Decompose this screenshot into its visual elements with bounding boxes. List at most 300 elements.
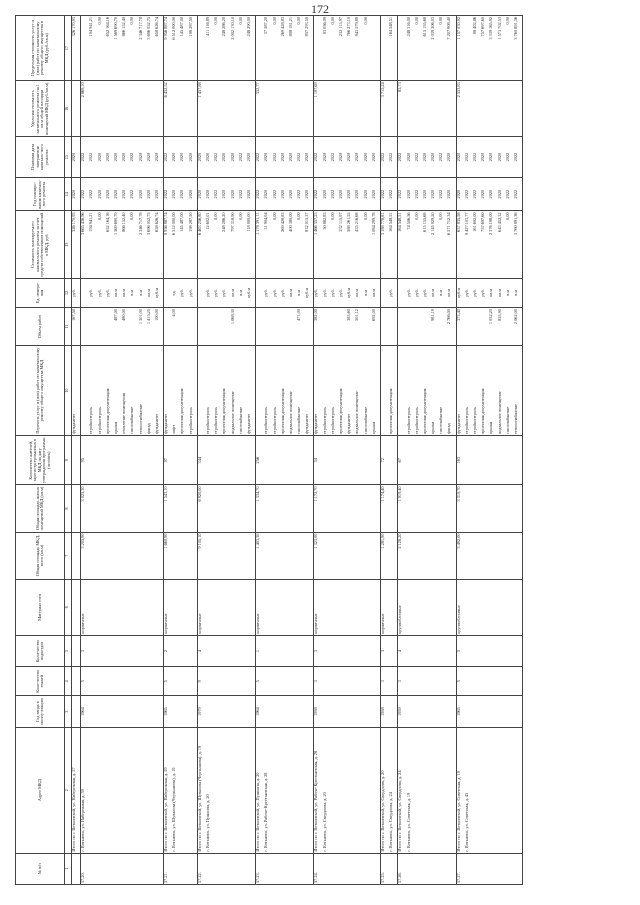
cell-line: теплоснабжение [137, 404, 143, 435]
cell-line: 0,00 [271, 212, 277, 221]
cell-line: 326 170,93 [71, 212, 76, 232]
column-header: Объем работ [16, 308, 65, 346]
cell-line: крыша [370, 421, 376, 435]
rotated-page-frame [15, 15, 625, 885]
cell-line: 2020 [263, 189, 269, 199]
cell-area: 3 205,90 [81, 532, 164, 579]
cell-addr [314, 727, 381, 853]
cell-line: 0,00 [362, 212, 368, 221]
cell-line: 2022 [397, 189, 403, 199]
cell-line: руб. [205, 289, 210, 297]
cell-area: 1 323,00 [314, 532, 381, 579]
cell-line: проектная документация [388, 388, 394, 435]
cell-line: 74 506,56 [405, 212, 411, 230]
cell-line: кв.м [496, 288, 502, 297]
cell-line: 3 188 778,81 [379, 212, 385, 236]
cell-line: фундамент [163, 413, 169, 435]
cell-year: 1965 [164, 696, 198, 727]
cell-line: Итого по г. Воткинской, ул. Рабоче-Крестьянская, д. 28 [313, 750, 319, 852]
column-number: 10 [65, 346, 72, 436]
cell-line: 2020 [455, 189, 461, 199]
cell-line: крыша [430, 421, 436, 435]
cell-line: руб. [480, 289, 486, 297]
cell-line: кв.м [488, 288, 494, 297]
cell-works [164, 346, 198, 436]
cell-line: 2022 [438, 189, 444, 199]
cell-line: руб. [472, 289, 477, 297]
cell-line: 1 084 299,78 [370, 212, 376, 236]
cell-liv: 3 025,30 [81, 485, 164, 532]
cell-line: фундамент [455, 413, 461, 435]
cell-line: газоснабжение [237, 406, 243, 435]
cell-yend [314, 137, 381, 177]
cell-line: проектная документация [338, 388, 343, 435]
cell-line: 657 835,58 [455, 212, 461, 232]
cell-wall: крупноблочные [456, 579, 523, 635]
cell-line: 2022 [504, 152, 510, 162]
cell-line: 2022 [255, 189, 261, 199]
cell-line: 2020 [96, 189, 102, 199]
cell-limit [456, 16, 523, 81]
cell-line: 1 157 030,92 [455, 17, 461, 40]
cell-liv: 6 920,00 [197, 485, 255, 532]
cell-line: 615 155,68 [421, 17, 427, 37]
cell-line: 2022 [213, 152, 219, 162]
cell-line: п.м [237, 289, 243, 296]
cell-line: Итого по г. Воткинской, ул. Свердлова, д. 20 [379, 770, 385, 852]
cell-line: 857 293,50 [304, 17, 310, 37]
cell-line: 31 904,04 [263, 212, 269, 230]
cell-line: фундамент [153, 413, 159, 435]
cell-line: 2022 [237, 152, 243, 162]
cell-liv: 3 319,70 [456, 485, 523, 532]
column-number: 9 [65, 436, 72, 485]
cell-vol [456, 308, 523, 346]
cell-line: 2020 [405, 189, 411, 199]
cell-line: 2022 [163, 152, 169, 162]
cell-line [415, 309, 423, 344]
cell-line: кв.м [354, 288, 360, 297]
cell-yend [256, 137, 314, 177]
cell-yend [380, 137, 397, 177]
cell-line: фундамент [71, 413, 76, 435]
cell-line: 2022 [296, 152, 302, 162]
cell-line: 382,00 [313, 309, 319, 321]
cell-line: п.м [438, 289, 444, 296]
cell-yplan [314, 177, 381, 211]
column-number: 1 [65, 853, 72, 884]
cell-line: 0,00 [96, 17, 102, 25]
cell-line [473, 309, 481, 344]
cell-line: 0,00 [438, 17, 444, 25]
cell-line: проектная документация [279, 388, 285, 435]
cell-unit [72, 278, 81, 307]
cell-line: 400 380,00 [287, 212, 293, 232]
column-number: 13 [65, 211, 72, 278]
table-row [380, 16, 397, 885]
cell-liv: 1 174,40 [380, 485, 397, 532]
cell-yplan [197, 177, 255, 211]
cell-res: 34 [314, 436, 381, 485]
cell-addr [164, 727, 198, 853]
cell-wall: крупноблочные [398, 579, 456, 635]
cell-num: 57.24. [314, 853, 381, 884]
cell-line: 352,77 [255, 82, 261, 95]
cell-line: 2022 [413, 189, 419, 199]
cell-line [407, 309, 415, 344]
cell-line: 2020 [480, 152, 486, 162]
cell-line: 373,40 [455, 309, 461, 321]
column-number: 6 [65, 579, 72, 635]
cell-line: 2020 [279, 189, 285, 199]
cell-line: 2022 [438, 152, 444, 162]
cell-line: Итого по г. Воткинской, ул. Набережная, д. 59 [163, 767, 169, 852]
cell-line: 0,00 [296, 212, 302, 221]
column-header: Год планиро-вания капиталь-ного ремонта [16, 177, 65, 211]
cell-line: 2020 [121, 152, 127, 162]
cell-vol [380, 308, 397, 346]
cell-line: 2020 [153, 189, 159, 199]
cell-limit [164, 16, 198, 81]
cell-line: лифт [171, 424, 177, 435]
cell-line: 2020 [362, 189, 368, 199]
column-header: № п/п [16, 853, 65, 884]
cell-line: г. Воткинск, ул. Свердлова, д. 20 [321, 792, 327, 852]
cell-line [398, 309, 406, 344]
cell-line: 2020 [179, 189, 185, 199]
cell-yplan [398, 177, 456, 211]
cell-line: 2 346 717,78 [137, 17, 143, 40]
cell-line: 2 376 198,00 [488, 212, 494, 236]
cell-line: 164 548,51 [397, 212, 403, 232]
cell-line: куб.м [346, 287, 352, 298]
cell-yend [197, 137, 255, 177]
cell-line [89, 309, 97, 344]
cell-line [189, 309, 197, 344]
cell-line: Итого по г. Воткинской, ул. Свердлова, д. 24 [397, 770, 403, 852]
cell-yplan [380, 177, 397, 211]
cell-line: 2020 [346, 152, 352, 162]
cell-entr: 1 [256, 635, 314, 666]
cell-line: 3 696 052,75 [145, 17, 151, 40]
cell-floors: 5 [81, 667, 164, 696]
cell-line: 12 602,01 [205, 212, 210, 230]
cell-line: 2022 [512, 152, 518, 162]
cell-line [180, 309, 188, 344]
cell-area: 3 492,00 [456, 532, 523, 579]
cell-year: 1964 [256, 696, 314, 727]
cell-line: куб.м [153, 287, 159, 298]
column-header: Перечень услуг и (или) работ по капитальному ремонту общего имущества МКД [16, 346, 65, 436]
cell-line: п.м [362, 289, 368, 296]
cell-line: 2020 [112, 152, 118, 162]
cell-line: 1 569 690,70 [112, 17, 118, 40]
cell-line: 2020 [229, 152, 235, 162]
column-number: 7 [65, 532, 72, 579]
cell-line: 2020 [71, 152, 76, 162]
cell-line: стройконтроль [472, 406, 477, 435]
cell-line: 2020 [421, 189, 427, 199]
cell-line: 2020 [96, 152, 102, 162]
cell-spec [164, 81, 198, 137]
cell-year: 1979 [197, 696, 255, 727]
cell-line [180, 82, 188, 135]
cell-line: 2020 [171, 152, 177, 162]
cell-line: 2020 [221, 189, 227, 199]
cell-line: 2020 [137, 189, 143, 199]
cell-line: 2 766,00 [446, 309, 452, 325]
cell-line: 2020 [304, 189, 310, 199]
column-header: Год ввода в эксплу-атацию [16, 696, 65, 727]
cell-line: 2020 [171, 189, 177, 199]
cell-line: 2022 [129, 189, 135, 199]
cell-line: 855,90 [496, 309, 502, 321]
cell-floors: 5 [256, 667, 314, 696]
cell-addr [81, 727, 164, 853]
cell-line: 2020 [279, 152, 285, 162]
cell-line: 411 116,89 [205, 17, 210, 37]
column-header: Коли-чество этажей [16, 667, 65, 696]
cell-area: 9 105,10 [197, 532, 255, 579]
cell-vol [197, 308, 255, 346]
cell-line: 2 553,83 [455, 82, 461, 98]
cell-line: 2 002 130,10 [229, 17, 235, 40]
cell-line: 383,60 [346, 309, 352, 321]
cell-line: 100,00 [153, 309, 159, 321]
cell-limit [314, 16, 381, 81]
cell-line: 2022 [80, 189, 86, 199]
cell-line: 0,00 [213, 17, 219, 25]
cell-line: 1 301,00 [137, 309, 143, 325]
cell-line: куб.м [245, 287, 251, 298]
column-number: 11 [65, 308, 72, 346]
cell-line: 9 956 887,74 [163, 17, 169, 40]
cell-line: 2020 [121, 189, 127, 199]
cell-wall: кирпичные [197, 579, 255, 635]
cell-num: 57.21. [164, 853, 198, 884]
cell-line: Итого по г. Воткинской, ул. Шувалова (Чернышова), д. 19 [196, 745, 202, 852]
cell-liv: 1 919,40 [398, 485, 456, 532]
cell-line: 2020 [405, 152, 411, 162]
cell-works [197, 346, 255, 436]
table-row [398, 16, 456, 885]
cell-works [314, 346, 381, 436]
cell-line [98, 309, 106, 344]
cell-liv: 1 172,70 [314, 485, 381, 532]
cell-addr [456, 727, 523, 853]
cell-line: 0,00 [96, 212, 102, 221]
cell-line: 435 216,68 [354, 212, 360, 232]
cell-line: 898 181,21 [287, 17, 293, 37]
cell-line: кв.м [446, 288, 452, 297]
cell-spec [380, 81, 397, 137]
cell-line: проектная документация [221, 388, 227, 435]
cell-line: г. Воткинск, ул. Пушкина, д. 20 [205, 794, 210, 852]
cell-line: фасад [446, 423, 452, 435]
cell-line: 658 626,74 [153, 17, 159, 37]
cell-line [465, 309, 473, 344]
column-number: 17 [65, 16, 72, 81]
cell-vol [314, 308, 381, 346]
cell-line: кв.м [145, 288, 151, 297]
cell-line: Итого по г. Воткинской, ул. Набережная, д. 57 [71, 767, 76, 852]
cell-line: ед. [171, 290, 177, 296]
cell-line: стройконтроль [271, 406, 277, 435]
cell-line: 2020 [338, 189, 343, 199]
cell-yplan [456, 177, 523, 211]
cell-line: 866 152,40 [121, 212, 127, 232]
cell-addr [256, 727, 314, 853]
cell-line: руб. [71, 289, 76, 297]
cell-line: г. Воткинск, ул. Набережная, д. 59 [80, 789, 86, 852]
cell-res: 95 [81, 436, 164, 485]
column-header: Количество жителей, зарегистри-рованных в МКД на дату утверждения программы (человек) [16, 436, 65, 485]
cell-cost [314, 211, 381, 278]
cell-line [331, 309, 339, 344]
cell-line: 2020 [137, 152, 143, 162]
cell-cost [164, 211, 198, 278]
cell-line: стройконтроль [463, 406, 469, 435]
column-number: 2 [65, 727, 72, 853]
cell-line: фасад [145, 423, 151, 435]
column-header: Общая площадь жилых помещений МКД (кв.м) [16, 485, 65, 532]
cell-line: газоснабжение [296, 406, 302, 435]
cell-line: 1 197,69 [313, 82, 319, 98]
cell-cost [81, 211, 164, 278]
cell-line: 2020 [354, 152, 360, 162]
cell-line: 3 696 052,75 [145, 212, 151, 236]
cell-line: 2020 [287, 152, 293, 162]
cell-line: 2020 [145, 152, 151, 162]
cell-area: 1 403,30 [256, 532, 314, 579]
cell-num: 57.26. [398, 853, 456, 884]
cell-line: теплоснабжение [512, 404, 518, 435]
cell-year: 1965 [456, 696, 523, 727]
cell-line [247, 309, 255, 344]
cell-line [264, 309, 272, 344]
cell-floors: 3 [380, 667, 397, 696]
cell-line: 2022 [463, 152, 469, 162]
column-header: Материал стен [16, 579, 65, 635]
cell-line: 2020 [221, 152, 227, 162]
cell-line: 2020 [71, 189, 76, 199]
cell-line: 269 428,83 [279, 212, 285, 232]
cell-line: 0,00 [413, 212, 419, 221]
cell-line: руб. [421, 289, 427, 297]
cell-line: 3 760 891,36 [512, 17, 518, 40]
cell-line: руб. [405, 289, 411, 297]
cell-floors: 5 [164, 667, 198, 696]
cell-line: 2020 [196, 189, 202, 199]
cell-limit [81, 16, 164, 81]
cell-line: фундамент [304, 413, 310, 435]
cell-line [256, 309, 264, 344]
cell-line: 2022 [88, 152, 94, 162]
cell-vol [72, 308, 81, 346]
cell-limit [256, 16, 314, 81]
cell-res: 67 [398, 436, 456, 485]
cell-line: 2022 [472, 189, 477, 199]
cell-floors: 5 [456, 667, 523, 696]
cell-cost [398, 211, 456, 278]
cell-line: 9 427 103,77 [463, 212, 469, 236]
cell-line: 2022 [512, 189, 518, 199]
cell-line: 943 579,89 [354, 17, 360, 37]
cell-line: 0,00 [504, 212, 510, 221]
cell-line: газоснабжение [362, 406, 368, 435]
cell-yend [81, 137, 164, 177]
cell-entr: 4 [398, 635, 456, 666]
cell-line: кв.м [430, 288, 436, 297]
cell-line: руб. [463, 289, 469, 297]
cell-liv: 1 334,70 [256, 485, 314, 532]
cell-line: г. Воткинск, ул. Советская, д. 19 [405, 792, 411, 852]
table-row [456, 16, 523, 885]
cell-line: 6 463 256,80 [196, 212, 202, 236]
cell-line: руб. [88, 289, 94, 297]
cell-line: 0,00 [362, 17, 368, 25]
cell-line: 2020 [263, 152, 269, 162]
cell-line: 85,73 [397, 82, 403, 92]
cell-line: стройконтроль [405, 406, 411, 435]
cell-line: 1 052,20 [488, 309, 494, 325]
cell-line: 93 056,09 [321, 17, 327, 35]
cell-year: 1964 [81, 696, 164, 727]
cell-num: 57.20. [81, 853, 164, 884]
cell-line: 501,12 [354, 309, 360, 321]
cell-line: 2 868,10 [80, 82, 86, 98]
cell-line: 145 487,00 [179, 212, 185, 232]
cell-line: 2022 [271, 189, 277, 199]
cell-line: 1 415,25 [145, 309, 151, 325]
cell-line: 2020 [430, 152, 436, 162]
column-number-row [65, 16, 72, 885]
cell-line: 2020 [488, 152, 494, 162]
cell-line: проектная документация [179, 388, 185, 435]
cell-line [323, 309, 331, 344]
cell-line: 198 287,50 [187, 212, 193, 232]
cell-line: 145 487,00 [179, 17, 185, 37]
cell-line: фундамент [346, 413, 352, 435]
cell-line: 232 115,97 [338, 212, 343, 232]
cell-line: газоснабжение [129, 406, 135, 435]
cell-line: 164 548,51 [388, 17, 394, 37]
cell-line: 37 587,20 [263, 17, 269, 35]
cell-limit [398, 16, 456, 81]
cell-line: 2022 [379, 189, 385, 199]
cell-line: п.м [137, 289, 143, 296]
cell-line: 615 155,68 [421, 212, 427, 232]
cell-line: 198 287,50 [187, 17, 193, 37]
cell-line: 2020 [196, 152, 202, 162]
cell-floors: 3 [398, 667, 456, 696]
cell-line: 2020 [245, 152, 251, 162]
column-header: Коли-чество подъездов [16, 635, 65, 666]
cell-line: фундамент [245, 413, 251, 435]
cell-line: стройконтроль [213, 406, 219, 435]
cell-line: 2022 [237, 189, 243, 199]
cell-cost [380, 211, 397, 278]
cell-line: г. Воткинск, ул. Свердлова, д. 24 [388, 792, 394, 852]
cell-line: 2022 [163, 189, 169, 199]
column-header: Удельная стоимость капитального ремонта на 1 кв.м общей площади помещений МКД (руб./кв.м) [16, 81, 65, 137]
cell-line: проектная документация [104, 388, 110, 435]
cell-line: руб. [413, 289, 419, 297]
cell-line [239, 309, 247, 344]
cell-unit [398, 278, 456, 307]
cell-wall: кирпичные [380, 579, 397, 635]
cell-line: Итого по г. Воткинской, ул. Советская, д. 19 [455, 771, 461, 852]
